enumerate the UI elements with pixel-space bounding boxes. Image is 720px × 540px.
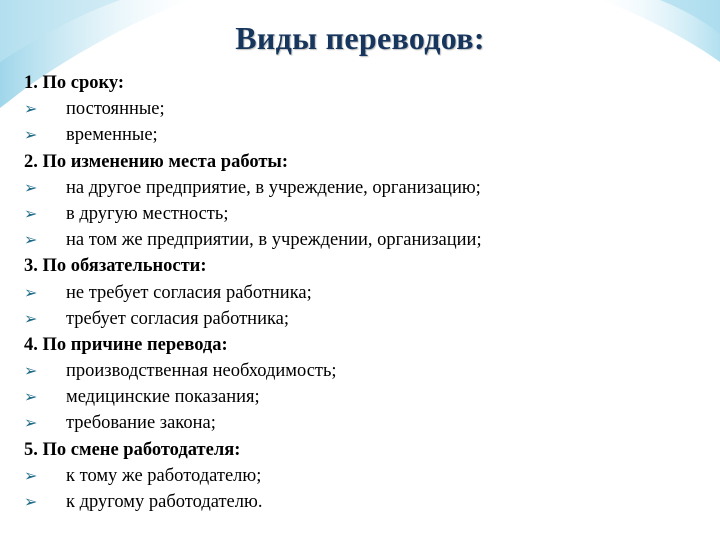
arrow-bullet-icon: ➢ [24, 387, 38, 407]
list-item-text: на другое предприятие, в учреждение, организацию; [66, 177, 481, 198]
arrow-bullet-icon: ➢ [24, 125, 38, 145]
list-item-text: медицинские показания; [66, 387, 260, 408]
arrow-bullet-icon: ➢ [24, 177, 38, 197]
slide-title: Виды переводов: [235, 20, 485, 56]
transfer-types-list [24, 70, 704, 515]
section-heading-text: По обязательности: [42, 256, 207, 277]
section-number: 3. [24, 256, 38, 277]
list-item [24, 410, 704, 436]
arrow-bullet-icon: ➢ [24, 492, 38, 511]
arrow-bullet-icon: ➢ [24, 203, 38, 223]
arrow-bullet-icon: ➢ [24, 230, 38, 250]
section-heading [24, 332, 704, 358]
arrow-bullet-icon: ➢ [24, 465, 38, 485]
list-item-text: не требует согласия работника; [66, 282, 312, 303]
section-heading [24, 70, 704, 96]
list-item [24, 201, 704, 227]
section-number: 1. [24, 73, 38, 93]
list-item [24, 96, 704, 122]
list-item [24, 306, 704, 332]
arrow-bullet-icon: ➢ [24, 99, 38, 119]
list-item [24, 358, 704, 384]
arrow-bullet-icon: ➢ [24, 413, 38, 433]
section-number: 2. [24, 151, 38, 172]
list-item-text: к тому же работодателю; [66, 465, 262, 486]
list-item-text: к другому работодателю. [66, 492, 263, 512]
list-item [24, 489, 704, 515]
list-item-text: требование закона; [66, 413, 216, 434]
section-heading-text: По сроку: [42, 73, 125, 93]
list-item [24, 463, 704, 489]
list-item [24, 280, 704, 306]
section-heading-text: По изменению места работы: [42, 151, 289, 172]
section-heading-text: По причине перевода: [42, 334, 228, 355]
arrow-bullet-icon: ➢ [24, 361, 38, 381]
list-item-text: временные; [66, 125, 158, 146]
list-item-text: на том же предприятии, в учреждении, организации; [66, 230, 482, 251]
arrow-bullet-icon: ➢ [24, 308, 38, 328]
list-item-text: требует согласия работника; [66, 308, 290, 329]
section-heading [24, 253, 704, 279]
list-item [24, 122, 704, 148]
list-item-text: постоянные; [66, 99, 165, 120]
section-heading [24, 437, 704, 463]
arrow-bullet-icon: ➢ [24, 282, 38, 302]
section-number: 5. [24, 439, 38, 460]
list-item [24, 227, 704, 253]
list-item-text: производственная необходимость; [66, 361, 337, 382]
section-heading-text: По смене работодателя: [42, 439, 241, 460]
list-item [24, 175, 704, 201]
list-item-text: в другую местность; [66, 203, 229, 224]
section-heading [24, 149, 704, 175]
list-item [24, 384, 704, 410]
section-number: 4. [24, 334, 38, 355]
